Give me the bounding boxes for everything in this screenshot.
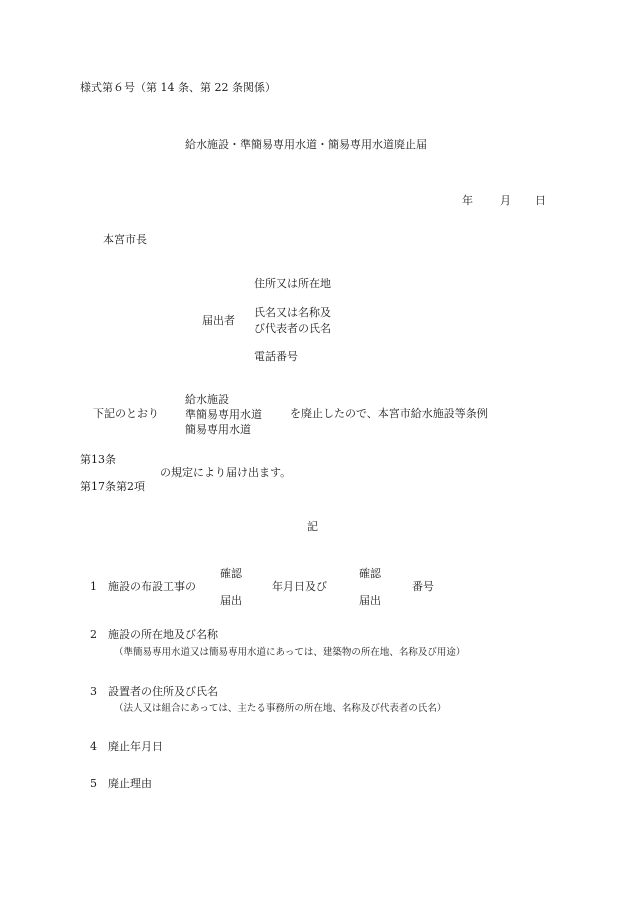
item4-number: 4 (90, 740, 97, 753)
item1-choice1-notify: 届出 (220, 594, 242, 607)
item5-label: 廃止理由 (108, 777, 152, 790)
notifier-name-label-line1: 氏名又は名称及 (254, 306, 331, 319)
statement-closing: の規定により届け出ます。 (160, 466, 292, 479)
facility-type-supply: 給水施設 (185, 393, 229, 406)
item3-label: 設置者の住所及び氏名 (108, 685, 218, 698)
item1-end: 番号 (412, 580, 434, 593)
form-number: 様式第６号（第 14 条、第 22 条関係） (80, 81, 276, 94)
form-title: 給水施設・準簡易専用水道・簡易専用水道廃止届 (185, 138, 427, 151)
notifier-label: 届出者 (202, 314, 235, 327)
item2-number: 2 (90, 628, 97, 641)
date-day-label: 日 (535, 194, 546, 207)
item1-choice1-confirm: 確認 (220, 567, 242, 580)
item3-note: （法人又は組合にあっては、主たる事務所の所在地、名称及び代表者の氏名） (114, 703, 447, 714)
item4-label: 廃止年月日 (108, 740, 163, 753)
item1-number: 1 (90, 580, 97, 593)
item2-label: 施設の所在地及び名称 (108, 628, 218, 641)
item1-label: 施設の布設工事の (108, 580, 196, 593)
item3-number: 3 (90, 685, 97, 698)
notifier-phone-label: 電話番号 (254, 350, 298, 363)
article-17-2: 第17条第2項 (80, 480, 145, 493)
item5-number: 5 (90, 777, 97, 790)
item2-note: （準簡易専用水道又は簡易専用水道にあっては、建築物の所在地、名称及び用途） (114, 647, 466, 658)
statement-prefix: 下記のとおり (93, 407, 159, 420)
notifier-name-label-line2: び代表者の氏名 (254, 322, 331, 335)
notifier-address-label: 住所又は所在地 (254, 277, 331, 290)
date-month-label: 月 (500, 194, 511, 207)
item1-choice2-confirm: 確認 (359, 567, 381, 580)
facility-type-list (185, 392, 262, 437)
facility-type-semi-simple: 準簡易専用水道 (185, 408, 262, 421)
addressee: 本宮市長 (103, 233, 147, 246)
item1-choice2-notify: 届出 (359, 594, 381, 607)
ki-heading: 記 (307, 520, 318, 533)
date-year-label: 年 (462, 194, 473, 207)
statement-suffix: を廃止したので、本宮市給水施設等条例 (290, 407, 488, 420)
facility-type-simple: 簡易専用水道 (185, 423, 251, 436)
article-13: 第13条 (80, 453, 116, 466)
item1-middle: 年月日及び (272, 580, 327, 593)
